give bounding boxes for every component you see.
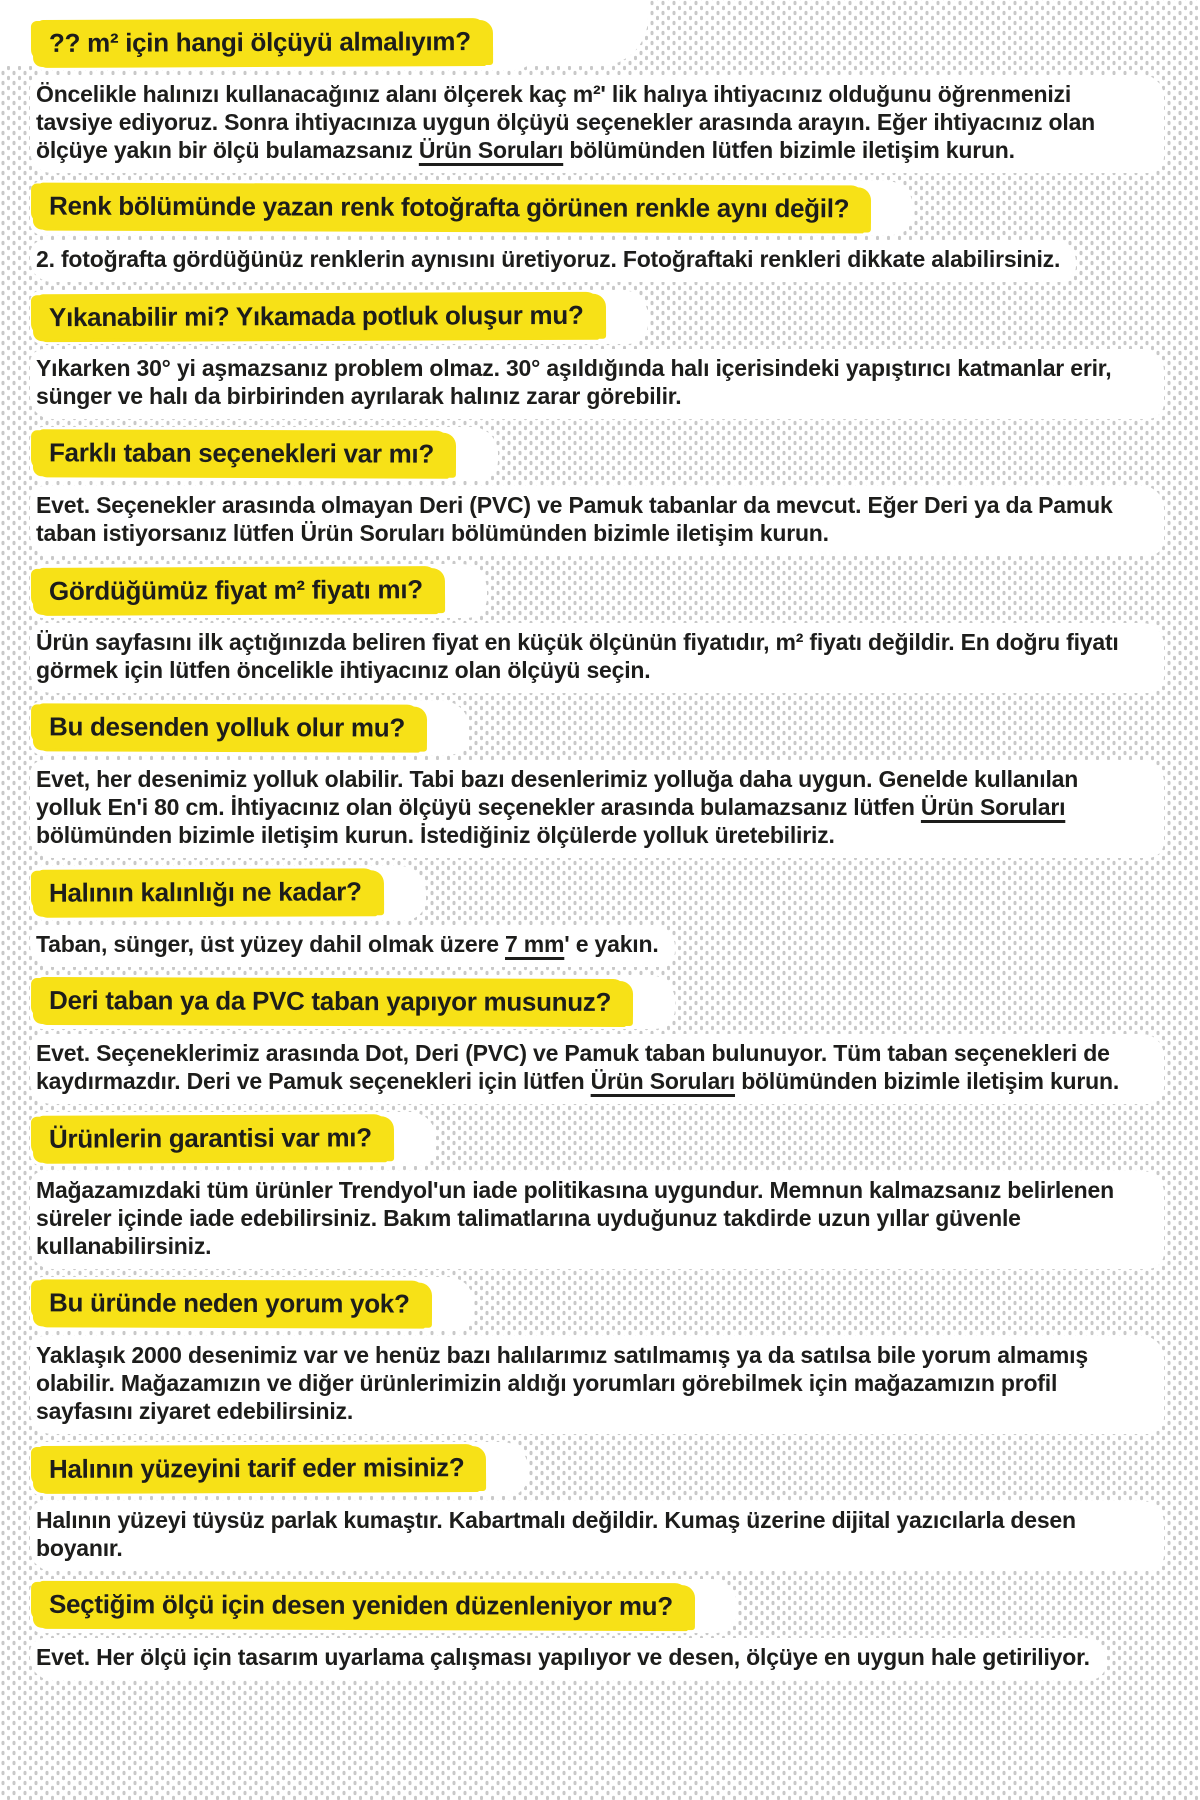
answer-text: ' e yakın. bbox=[564, 931, 659, 957]
faq-section bbox=[30, 701, 1170, 858]
faq-section bbox=[30, 290, 1170, 419]
answer-text: Taban, sünger, üst yüzey dahil olmak üzere bbox=[36, 931, 505, 957]
faq-section bbox=[30, 1277, 1170, 1434]
faq-section bbox=[30, 1442, 1170, 1571]
faq-answer bbox=[30, 486, 1164, 556]
faq-answer bbox=[30, 240, 1076, 282]
faq-answer bbox=[30, 75, 1164, 173]
faq-section bbox=[30, 1579, 1170, 1680]
faq-question: Halının kalınlığı ne kadar? bbox=[35, 870, 380, 915]
answer-text: Evet. Her ölçü için tasarım uyarlama çalışması yapılıyor ve desen, ölçüye en uygun hale getiriliyor. bbox=[36, 1644, 1090, 1670]
faq-question: ?? m² için hangi ölçüyü almalıyım? bbox=[35, 20, 489, 65]
faq-answer bbox=[30, 925, 675, 967]
faq-question: Farklı taban seçenekleri var mı? bbox=[35, 431, 452, 475]
answer-text: Yaklaşık 2000 desenimiz var ve henüz bazı halılarımız satılmamış ya da satılsa bile yorum almamış olabilir. Mağazamızın ve diğer ürünlerimizin aldığı yorumları görebilmek için mağazamızın profil sayfasını ziyaret edebilirsiniz. bbox=[36, 1342, 1088, 1424]
question-highlight-row bbox=[30, 427, 498, 481]
faq-answer bbox=[30, 1638, 1106, 1680]
question-highlight-row bbox=[30, 1579, 737, 1633]
answer-text: Yıkarken 30° yi aşmazsanız problem olmaz. 30° aşıldığında halı içerisindeki yapıştırıcı katmanlar erir, sünger ve halı da birbirinden ayrılarak halınız zarar görebilir. bbox=[36, 355, 1112, 409]
answer-text: Mağazamızdaki tüm ürünler Trendyol'un iade politikasına uygundur. Memnun kalmazsanız belirlenen süreler içinde iade edebilirsiniz. Bakım talimatlarına uyduğunuz takdirde uzun yıllar güvenle kullanabilirsiniz. bbox=[36, 1177, 1114, 1259]
question-highlight-row bbox=[30, 181, 913, 235]
faq-question: Seçtiğim ölçü için desen yeniden düzenleniyor mu? bbox=[35, 1583, 691, 1628]
answer-text: Öncelikle halınızı kullanacağınız alanı ölçerek kaç m²' lik halıya ihtiyacınız olduğunu öğrenmenizi tavsiye ediyoruz. Sonra ihtiyacınıza uygun ölçüyü seçenekler arasında arayın. Eğer ihtiyacınız olan ölçüye yakın bir ölçü bulamazsanız bbox=[36, 81, 1096, 163]
question-highlight-row bbox=[30, 701, 469, 755]
faq-section bbox=[30, 427, 1170, 556]
question-highlight-row bbox=[30, 16, 535, 70]
underlined-phrase: Ürün Soruları bbox=[418, 137, 564, 163]
faq-section bbox=[30, 1112, 1170, 1269]
underlined-phrase: 7 mm bbox=[505, 931, 565, 957]
answer-text: bölümünden bizimle iletişim kurun. İstediğiniz ölçülerde yolluk üretebiliriz. bbox=[36, 822, 835, 848]
faq-question: Halının yüzeyini tarif eder misiniz? bbox=[35, 1446, 483, 1491]
question-highlight-row bbox=[30, 975, 675, 1029]
faq-question: Deri taban ya da PVC taban yapıyor musunuz? bbox=[35, 979, 629, 1024]
faq-answer bbox=[30, 1034, 1164, 1104]
faq-answer bbox=[30, 349, 1164, 419]
underlined-phrase: Ürün Soruları bbox=[590, 1068, 736, 1094]
answer-text: Evet. Seçenekler arasında olmayan Deri (PVC) ve Pamuk tabanlar da mevcut. Eğer Deri ya da Pamuk taban istiyorsanız lütfen Ürün Soruları bölümünden bizimle iletişim kurun. bbox=[36, 492, 1113, 546]
faq-question: Gördüğümüz fiyat m² fiyatı mı? bbox=[35, 568, 441, 613]
question-highlight-row bbox=[30, 1277, 474, 1331]
faq-question: Yıkanabilir mi? Yıkamada potluk oluşur mu? bbox=[35, 294, 602, 339]
underlined-phrase: Ürün Soruları bbox=[920, 794, 1066, 820]
answer-text: bölümünden bizimle iletişim kurun. bbox=[735, 1068, 1120, 1094]
answer-text: Evet. Seçeneklerimiz arasında Dot, Deri (PVC) ve Pamuk taban bulunuyor. Tüm taban seçenekleri de kaydırmazdır. Deri ve Pamuk seçenekleri için lütfen bbox=[36, 1040, 1110, 1094]
answer-text: Halının yüzeyi tüysüz parlak kumaştır. Kabartmalı değildir. Kumaş üzerine dijital yazıcılarla desen boyanır. bbox=[36, 1507, 1076, 1561]
faq-section bbox=[30, 564, 1170, 693]
faq-section bbox=[30, 975, 1170, 1104]
answer-text: bölümünden lütfen bizimle iletişim kurun. bbox=[563, 137, 1015, 163]
faq-answer bbox=[30, 623, 1164, 693]
faq-list bbox=[30, 16, 1170, 1680]
question-highlight-row bbox=[30, 564, 487, 618]
question-highlight-row bbox=[30, 1442, 528, 1496]
faq-section bbox=[30, 866, 1170, 967]
question-highlight-row bbox=[30, 290, 648, 344]
answer-text: Evet, her desenimiz yolluk olabilir. Tabi bazı desenlerimiz yolluğa daha uygun. Genelde kullanılan yolluk En'i 80 cm. İhtiyacınız olan ölçüyü seçenekler arasında bulamazsanız lütfen bbox=[36, 766, 1079, 820]
faq-answer bbox=[30, 1336, 1164, 1434]
faq-section bbox=[30, 16, 1170, 173]
answer-text: Ürün sayfasını ilk açtığınızda beliren fiyat en küçük ölçünün fiyatıdır, m² fiyatı değildir. En doğru fiyatı görmek için lütfen öncelikle ihtiyacınız olan ölçüyü seçin. bbox=[36, 629, 1119, 683]
faq-question: Renk bölümünde yazan renk fotoğrafta görünen renkle aynı değil? bbox=[35, 185, 867, 231]
faq-question: Ürünlerin garantisi var mı? bbox=[35, 1116, 390, 1161]
faq-question: Bu üründe neden yorum yok? bbox=[35, 1281, 428, 1325]
faq-question: Bu desenden yolluk olur mu? bbox=[35, 705, 423, 749]
faq-answer bbox=[30, 1171, 1164, 1269]
question-highlight-row bbox=[30, 1112, 436, 1166]
faq-answer bbox=[30, 760, 1164, 858]
faq-answer bbox=[30, 1501, 1164, 1571]
faq-section bbox=[30, 181, 1170, 282]
answer-text: 2. fotoğrafta gördüğünüz renklerin aynısını üretiyoruz. Fotoğraftaki renkleri dikkate alabilirsiniz. bbox=[36, 246, 1061, 272]
question-highlight-row bbox=[30, 866, 426, 920]
